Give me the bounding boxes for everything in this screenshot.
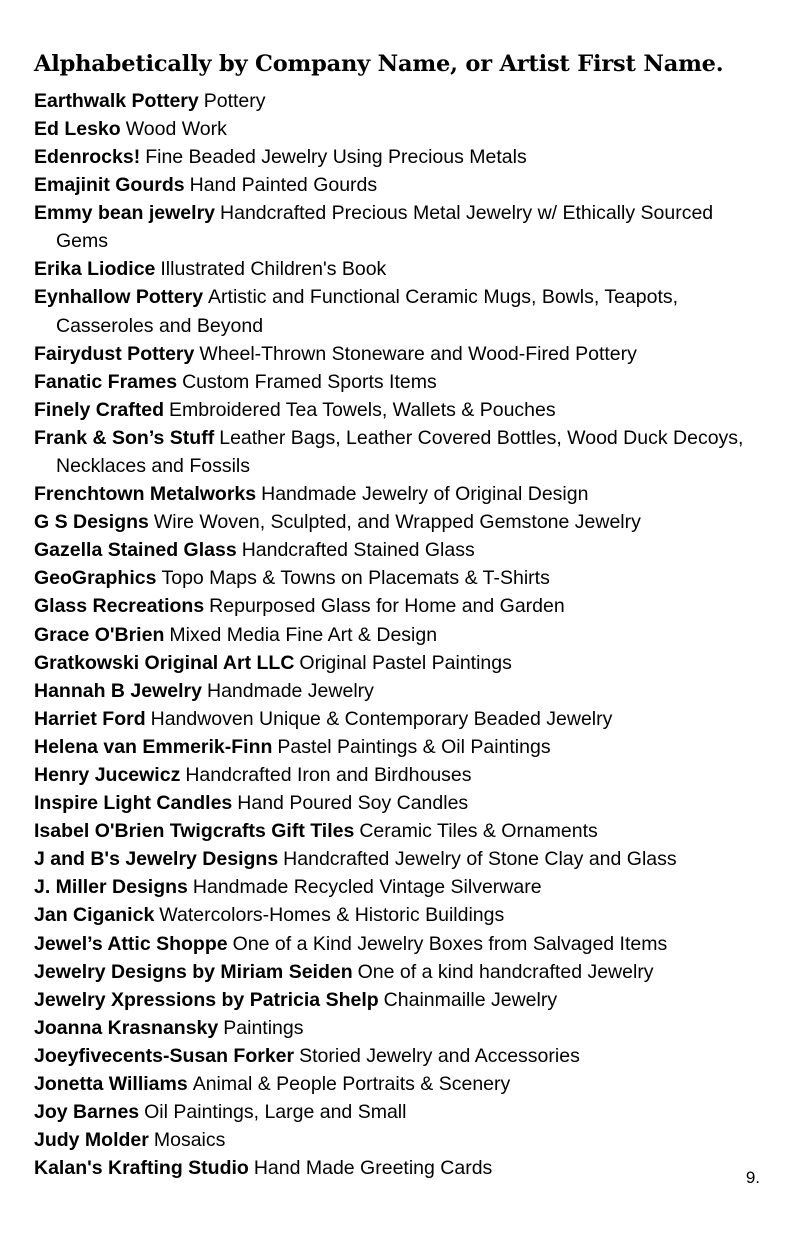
vendor-description: Pottery bbox=[203, 89, 266, 112]
list-item bbox=[34, 1070, 766, 1098]
list-item bbox=[34, 143, 766, 171]
vendor-description: Hand Painted Gourds bbox=[189, 174, 378, 197]
vendor-description: Fine Beaded Jewelry Using Precious Metals bbox=[145, 145, 527, 168]
vendor-description: Wheel-Thrown Stoneware and Wood-Fired Pottery bbox=[199, 342, 637, 365]
list-item bbox=[34, 677, 766, 705]
page-number: 9. bbox=[745, 1168, 760, 1187]
vendor-description: Repurposed Glass for Home and Garden bbox=[209, 595, 565, 618]
list-item bbox=[34, 536, 766, 564]
vendor-name: Hannah B Jewelry bbox=[34, 679, 202, 702]
vendor-description: Wire Woven, Sculpted, and Wrapped Gemstone Jewelry bbox=[153, 511, 641, 534]
vendor-description: Animal & People Portraits & Scenery bbox=[192, 1073, 511, 1096]
vendor-description: Handcrafted Iron and Birdhouses bbox=[185, 764, 472, 786]
vendor-name: J. Miller Designs bbox=[34, 876, 188, 899]
list-item bbox=[34, 621, 766, 649]
vendor-name: Harriet Ford bbox=[34, 707, 146, 730]
list-item bbox=[34, 873, 766, 901]
vendor-name: Helena van Emmerik-Finn bbox=[34, 735, 273, 758]
list-item bbox=[34, 1098, 766, 1126]
list-item bbox=[34, 508, 766, 536]
vendor-description: Handcrafted Stained Glass bbox=[241, 539, 475, 562]
vendor-name: Jewelry Xpressions by Patricia Shelp bbox=[34, 988, 379, 1011]
list-item bbox=[34, 705, 766, 733]
vendor-name: Frank & Son’s Stuff bbox=[34, 426, 215, 449]
list-item bbox=[34, 87, 766, 115]
vendor-name: Joy Barnes bbox=[34, 1101, 140, 1124]
vendor-description: One of a Kind Jewelry Boxes from Salvaged Items bbox=[232, 932, 668, 955]
vendor-name: Grace O'Brien bbox=[34, 623, 165, 646]
list-item bbox=[34, 255, 766, 283]
vendor-description: Mixed Media Fine Art & Design bbox=[169, 623, 438, 646]
vendor-description: Oil Paintings, Large and Small bbox=[144, 1101, 407, 1124]
vendor-description: Embroidered Tea Towels, Wallets & Pouches bbox=[169, 398, 556, 421]
vendor-name: Fanatic Frames bbox=[34, 370, 178, 393]
vendor-name: Jewel’s Attic Shoppe bbox=[34, 932, 228, 955]
list-item bbox=[34, 649, 766, 677]
list-item bbox=[34, 480, 766, 508]
vendor-name: Inspire Light Candles bbox=[34, 792, 233, 815]
vendor-name: Glass Recreations bbox=[34, 595, 205, 618]
vendor-name: Finely Crafted bbox=[34, 398, 165, 421]
vendor-description: Custom Framed Sports Items bbox=[182, 370, 437, 393]
vendor-description: Paintings bbox=[223, 1016, 304, 1039]
vendor-name: Isabel O'Brien Twigcrafts Gift Tiles bbox=[34, 820, 355, 843]
vendor-name: Eynhallow Pottery bbox=[34, 286, 204, 309]
vendor-description: Chainmaille Jewelry bbox=[383, 988, 558, 1011]
list-item bbox=[34, 199, 766, 255]
vendor-description: Illustrated Children's Book bbox=[160, 258, 387, 281]
vendor-description: Leather Bags, Leather Covered Bottles, Wood Duck Decoys, Necklaces and Fossils bbox=[56, 426, 744, 477]
vendor-description: Mosaics bbox=[153, 1129, 226, 1152]
list-item bbox=[34, 564, 766, 592]
vendor-name: Gazella Stained Glass bbox=[34, 539, 237, 562]
vendor-description: Wood Work bbox=[125, 117, 227, 140]
vendor-description: Handmade Jewelry of Original Design bbox=[261, 483, 589, 506]
vendor-description: Ceramic Tiles & Ornaments bbox=[359, 820, 598, 843]
list-item bbox=[34, 733, 766, 761]
list-item bbox=[34, 986, 766, 1014]
vendor-description: Handmade Recycled Vintage Silverware bbox=[192, 876, 542, 899]
list-item bbox=[34, 845, 766, 873]
list-item bbox=[34, 1014, 766, 1042]
vendor-name: Edenrocks! bbox=[34, 145, 141, 168]
list-item bbox=[34, 930, 766, 958]
list-item bbox=[34, 368, 766, 396]
list-item bbox=[34, 115, 766, 143]
list-item bbox=[34, 171, 766, 199]
vendor-name: Kalan's Krafting Studio bbox=[34, 1157, 249, 1180]
list-item bbox=[34, 817, 766, 845]
vendor-description: Original Pastel Paintings bbox=[299, 651, 512, 674]
vendor-name: Jewelry Designs by Miriam Seiden bbox=[34, 960, 353, 983]
vendor-name: Fairydust Pottery bbox=[34, 342, 195, 365]
vendor-description: Hand Made Greeting Cards bbox=[253, 1157, 493, 1180]
list-item bbox=[34, 789, 766, 817]
list-item bbox=[34, 283, 766, 339]
list-item bbox=[34, 1154, 766, 1182]
vendor-description: Watercolors-Homes & Historic Buildings bbox=[159, 904, 505, 927]
list-item bbox=[34, 958, 766, 986]
vendor-description: Pastel Paintings & Oil Paintings bbox=[277, 735, 551, 758]
vendor-name: Judy Molder bbox=[34, 1129, 149, 1152]
vendor-name: Jan Ciganick bbox=[34, 904, 155, 927]
list-item bbox=[34, 592, 766, 620]
list-item bbox=[34, 340, 766, 368]
list-item bbox=[34, 424, 766, 480]
vendor-name: GeoGraphics bbox=[34, 567, 157, 590]
vendor-description: Storied Jewelry and Accessories bbox=[299, 1044, 580, 1067]
vendor-description: Artistic and Functional Ceramic Mugs, Bowls, Teapots, Casseroles and Beyond bbox=[56, 286, 679, 337]
vendor-name: Emmy bean jewelry bbox=[34, 202, 216, 225]
vendor-description: Handcrafted Jewelry of Stone Clay and Glass bbox=[283, 848, 677, 871]
list-item bbox=[34, 1042, 766, 1070]
vendor-name: G S Designs bbox=[34, 511, 149, 534]
list-item bbox=[34, 901, 766, 929]
vendor-name: Emajinit Gourds bbox=[34, 174, 185, 197]
vendor-name: Frenchtown Metalworks bbox=[34, 483, 257, 506]
vendor-name: Earthwalk Pottery bbox=[34, 89, 199, 112]
vendor-description: Hand Poured Soy Candles bbox=[237, 792, 469, 815]
vendor-description: Handmade Jewelry bbox=[206, 679, 374, 702]
vendor-description: Topo Maps & Towns on Placemats & T-Shirts bbox=[161, 567, 550, 590]
list-item bbox=[34, 396, 766, 424]
list-item bbox=[34, 761, 766, 789]
vendor-name: Erika Liodice bbox=[34, 258, 156, 281]
vendor-name: Ed Lesko bbox=[34, 117, 121, 140]
vendor-name: Joeyfivecents-Susan Forker bbox=[34, 1044, 295, 1067]
vendor-description: One of a kind handcrafted Jewelry bbox=[357, 960, 654, 983]
list-item bbox=[34, 1126, 766, 1154]
vendor-description: Handcrafted Precious Metal Jewelry w/ Ethically Sourced Gems bbox=[56, 202, 714, 253]
vendor-name: Jonetta Williams bbox=[34, 1073, 188, 1096]
vendor-description: Handwoven Unique & Contemporary Beaded Jewelry bbox=[150, 707, 613, 730]
vendor-name: Gratkowski Original Art LLC bbox=[34, 651, 295, 674]
vendor-name: J and B's Jewelry Designs bbox=[34, 848, 279, 871]
vendor-name: Henry Jucewicz bbox=[34, 764, 181, 786]
vendor-name: Joanna Krasnansky bbox=[34, 1016, 219, 1039]
page-title: Alphabetically by Company Name, or Artist First Name. bbox=[34, 51, 724, 77]
vendor-list bbox=[34, 87, 766, 1183]
